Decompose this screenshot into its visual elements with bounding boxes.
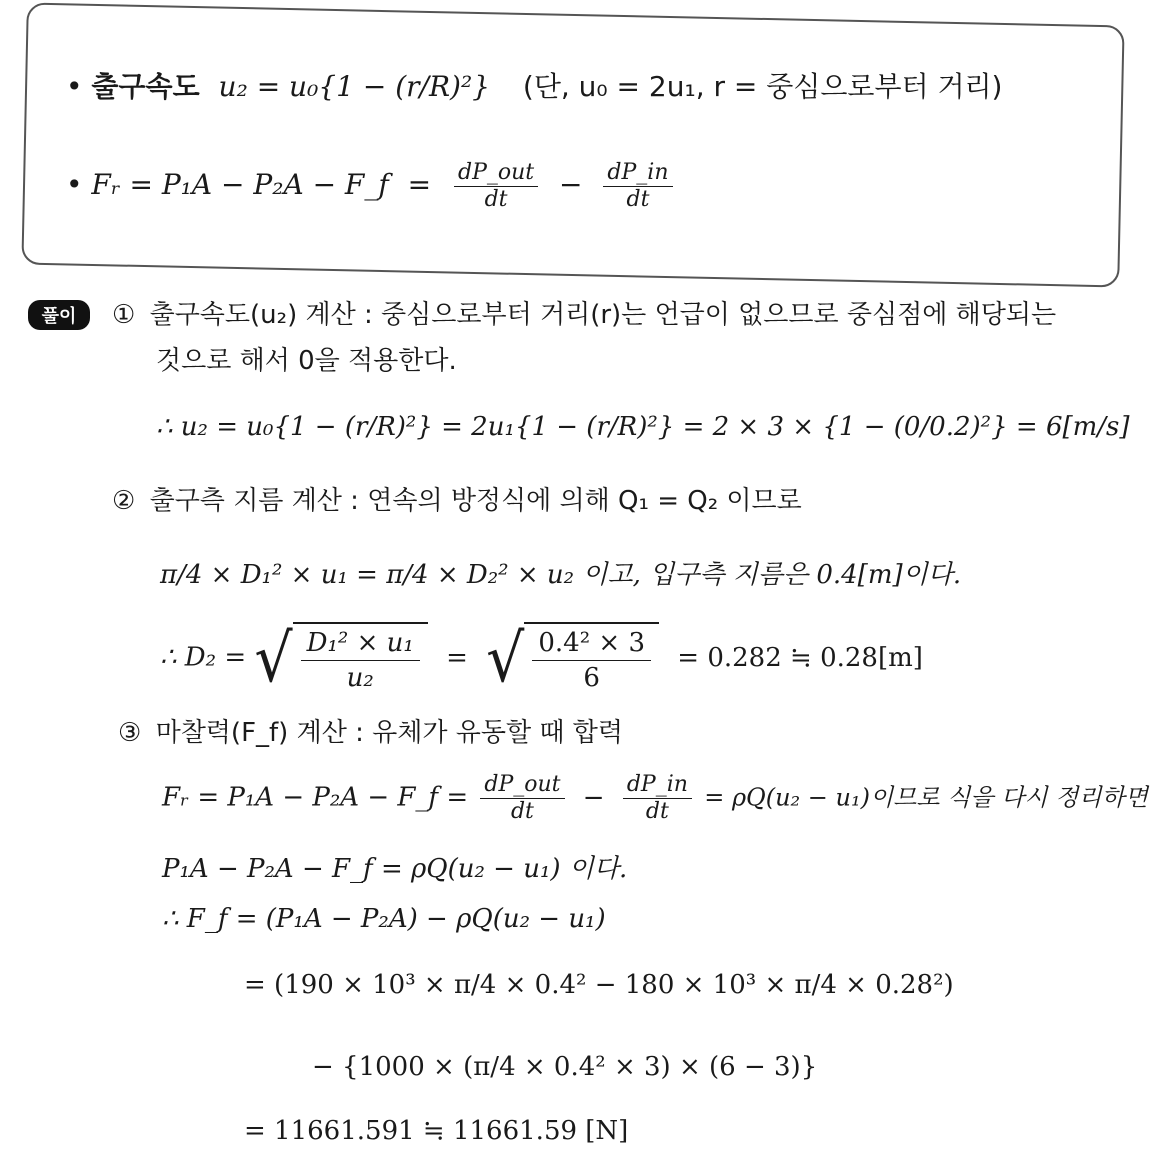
box-frac2-num: dP_in <box>603 160 672 187</box>
step3-heading <box>118 716 623 750</box>
step1-number: ① <box>112 300 136 330</box>
step1-text-2: 것으로 해서 0을 적용한다. <box>156 346 457 376</box>
step3-line-5: − {1000 × (π/4 × 0.4² × 3) × (6 − 3)} <box>312 1052 818 1082</box>
box-line1-label: 출구속도 <box>91 70 200 103</box>
box-line2-formula: Fᵣ = P₁A − P₂A − F_f <box>91 168 389 201</box>
step3-frac1-den: dt <box>510 799 534 824</box>
formula-box <box>21 3 1124 288</box>
step3-frac2-den: dt <box>645 799 669 824</box>
sqrt1-num: D₁² × u₁ <box>301 626 420 661</box>
step3-minus: − <box>582 782 605 813</box>
box-frac1-num: dP_out <box>454 160 538 187</box>
step2-result: = 0.282 ≒ 0.28[m] <box>677 642 923 673</box>
step3-frac1-num: dP_out <box>480 772 564 799</box>
sqrt2-den: 6 <box>583 663 600 693</box>
box-line2-eq: = <box>407 168 432 201</box>
step2-number: ② <box>112 486 136 516</box>
sqrt-2 <box>486 622 659 695</box>
step2-formula-2 <box>160 622 923 698</box>
step3-line1-left: Fᵣ = P₁A − P₂A − F_f = <box>162 782 469 813</box>
box-line-2: • Fᵣ = P₁A − P₂A − F_f = $\frac{\text{dP\_out}}{dt}$ − $\frac{dP\_in}{dt}$ <box>66 160 677 213</box>
sqrt-icon: √ <box>486 620 525 697</box>
box-line1-note: (단, u₀ = 2u₁, r = 중심으로부터 거리) <box>522 70 1003 103</box>
step3-line-4: = (190 × 10³ × π/4 × 0.4² − 180 × 10³ × π/4 × 0.28²) <box>244 970 954 1000</box>
step3-frac1 <box>480 772 564 825</box>
sqrt-icon: √ <box>254 620 293 697</box>
box-line1-formula: u₂ = u₀{1 − (r/R)²} <box>218 70 490 103</box>
step3-frac2-num: dP_in <box>623 772 692 799</box>
box-line2-minus: − <box>559 168 583 201</box>
sqrt1-den: u₂ <box>346 663 374 693</box>
step1-text: 출구속도(u₂) 계산 : 중심으로부터 거리(r)는 언급이 없으므로 중심점에 해당되는 <box>149 300 1057 330</box>
box-line2-frac2 <box>603 160 672 213</box>
sqrt2-num: 0.4² × 3 <box>532 626 651 661</box>
box-frac1-den: dt <box>484 187 508 212</box>
step3-frac2 <box>623 772 692 825</box>
step3-line1-right: = ρQ(u₂ − u₁)이므로 식을 다시 정리하면 <box>704 783 1148 812</box>
sqrt-1 <box>254 622 427 695</box>
solution-badge: 풀이 <box>28 300 90 330</box>
step1-formula: ∴ u₂ = u₀{1 − (r/R)²} = 2u₁{1 − (r/R)²} = 2 × 3 × {1 − (0/0.2)²} = 6[m/s] <box>156 412 1130 442</box>
box-line2-frac1 <box>454 160 538 213</box>
step3-number: ③ <box>118 718 142 748</box>
step2-formula-1: π/4 × D₁² × u₁ = π/4 × D₂² × u₂ 이고, 입구측 지름은 0.4[m]이다. <box>160 560 962 590</box>
box-line-1: • 출구속도 u₂ = u₀{1 − (r/R)²} (단, u₀ = 2u₁, r = 중심으로부터 거리) <box>66 70 1003 103</box>
step2-lead: ∴ D₂ = <box>160 642 247 673</box>
step3-line-6: = 11661.591 ≒ 11661.59 [N] <box>244 1116 629 1146</box>
step1-heading <box>112 298 1056 332</box>
step3-line-2: P₁A − P₂A − F_f = ρQ(u₂ − u₁) 이다. <box>162 854 628 884</box>
box-frac2-den: dt <box>626 187 650 212</box>
step2-eq: = <box>446 642 468 673</box>
step3-line-3: ∴ F_f = (P₁A − P₂A) − ρQ(u₂ − u₁) <box>162 904 606 934</box>
step2-text: 출구측 지름 계산 : 연속의 방정식에 의해 Q₁ = Q₂ 이므로 <box>149 486 802 516</box>
step3-text: 마찰력(F_f) 계산 : 유체가 유동할 때 합력 <box>155 718 623 748</box>
step2-heading <box>112 484 802 518</box>
step3-line-1 <box>162 772 1148 832</box>
